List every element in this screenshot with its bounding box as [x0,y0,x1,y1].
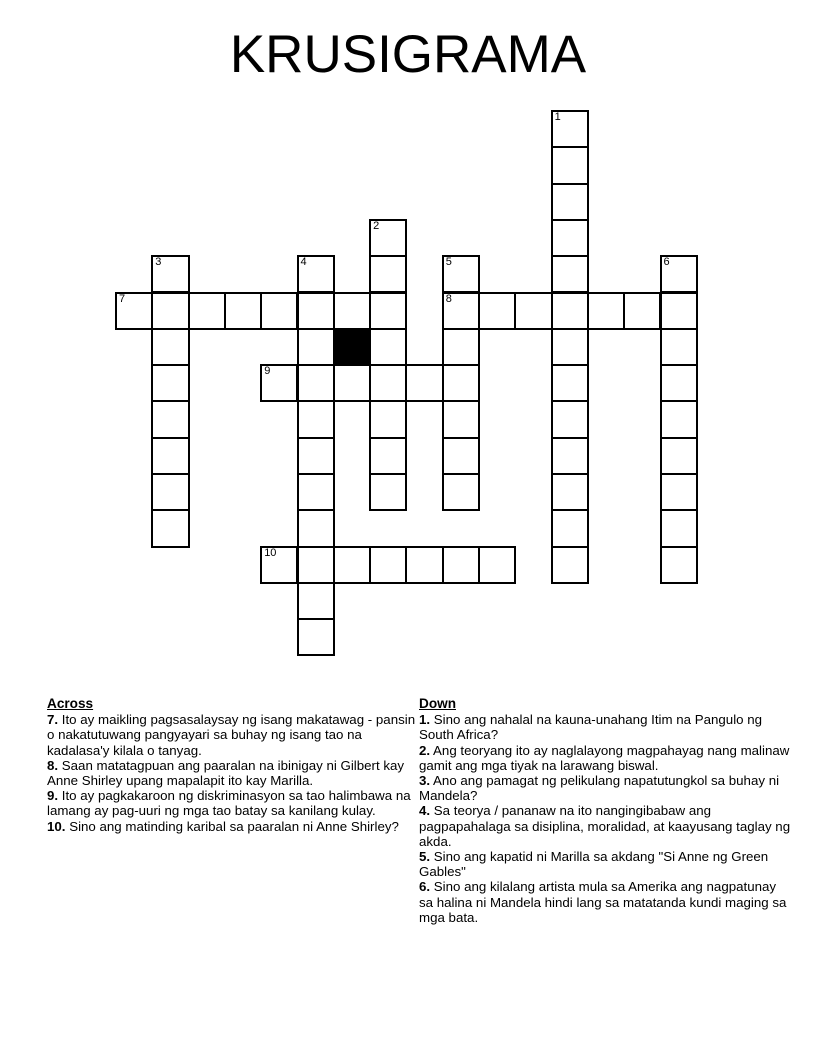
down-clue-4 [419,803,791,849]
crossword-cell[interactable] [297,437,335,475]
crossword-cell[interactable] [660,473,698,511]
cell-number: 7 [119,292,126,305]
crossword-cell[interactable] [660,364,698,402]
crossword-cell[interactable] [405,364,443,402]
crossword-cell[interactable] [297,582,335,620]
crossword-cell[interactable] [151,473,189,511]
clue-text: Ang teoryang ito ay naglalayong magpahayag nang malinaw gamit ang mga tiyak na larawang biswal. [419,742,790,773]
crossword-cell[interactable] [369,473,407,511]
cell-number: 5 [445,256,452,269]
cell-number: 10 [264,546,277,559]
crossword-cell[interactable] [660,509,698,547]
crossword-cell[interactable] [297,328,335,366]
crossword-cell[interactable] [660,255,698,293]
crossword-cell[interactable] [333,364,371,402]
crossword-cell[interactable] [551,146,589,184]
crossword-cell[interactable] [369,400,407,438]
crossword-cell[interactable] [442,546,480,584]
crossword-cell[interactable] [297,546,335,584]
across-clue-7 [47,712,419,758]
crossword-cell[interactable] [151,437,189,475]
clue-text: Sa teorya / pananaw na ito nangingibabaw ang pagpapahalaga sa disiplina, moralidad, at kaayusang taglay ng akda. [419,803,791,849]
crossword-cell[interactable] [297,509,335,547]
crossword-cell[interactable] [551,255,589,293]
crossword-cell[interactable] [297,364,335,402]
cell-number: 3 [155,256,162,269]
clue-text: Sino ang matinding karibal sa paaralan ni Anne Shirley? [65,818,399,834]
clue-text: Sino ang kapatid ni Marilla sa akdang "Si Anne ng Green Gables" [419,849,769,880]
crossword-cell[interactable] [587,292,625,330]
crossword-cell[interactable] [551,183,589,221]
crossword-cell[interactable] [478,292,516,330]
crossword-cell[interactable] [115,292,153,330]
crossword-cell[interactable] [660,328,698,366]
crossword-cell[interactable] [551,400,589,438]
clue-number: 5. [419,849,431,865]
clue-text: Saan matatagpuan ang paaralan na ibinigay ni Gilbert kay Anne Shirley upang mapalapit ito kay Marilla. [47,757,405,789]
crossword-cell[interactable] [188,292,226,330]
clue-number: 1. [419,712,431,728]
down-clue-2 [419,743,791,773]
clue-text: Ito ay pagkakaroon ng diskriminasyon sa tao halimbawa na lamang ay pag-uuri ng mga tao batay sa kanilang kulay. [47,788,411,819]
crossword-cell[interactable] [660,400,698,438]
down-clues-column [419,696,791,925]
crossword-cell[interactable] [297,255,335,293]
down-clue-1 [419,712,791,742]
crossword-cell[interactable] [297,292,335,330]
crossword-cell[interactable] [551,437,589,475]
clue-number: 10. [47,818,66,834]
crossword-cell[interactable] [151,364,189,402]
clue-text: Sino ang nahalal na kauna-unahang Itim na Pangulo ng South Africa? [419,712,763,743]
crossword-cell[interactable] [297,473,335,511]
clue-number: 8. [47,757,59,773]
crossword-cell[interactable] [551,219,589,257]
crossword-cell[interactable] [405,546,443,584]
across-clues-column [47,696,419,834]
page-title: KRUSIGRAMA [229,25,587,84]
across-clue-8 [47,758,419,788]
down-heading: Down [419,696,456,711]
crossword-cell[interactable] [151,328,189,366]
crossword-cell[interactable] [442,328,480,366]
crossword-cell[interactable] [442,437,480,475]
crossword-cell[interactable] [260,364,298,402]
crossword-cell[interactable] [151,509,189,547]
down-clue-5 [419,849,791,879]
crossword-cell[interactable] [551,364,589,402]
crossword-cell[interactable] [442,364,480,402]
clue-number: 7. [47,712,59,728]
crossword-cell[interactable] [551,292,589,330]
cell-number: 4 [300,256,307,269]
crossword-cell[interactable] [551,546,589,584]
clue-text: Ito ay maikling pagsasalaysay ng isang makatawag - pansin o nakatutuwang pangyayari sa buhay ng isang tao na kadalasa'y kilala o tanyag. [47,712,416,758]
crossword-cell[interactable] [660,292,698,330]
crossword-cell[interactable] [260,292,298,330]
clue-number: 6. [419,879,431,895]
across-heading: Across [47,696,94,711]
across-clue-9 [47,788,419,818]
cell-number: 8 [445,292,452,305]
crossword-cell[interactable] [623,292,661,330]
across-clue-list [47,712,419,834]
cell-number: 9 [264,365,271,378]
crossword-cell[interactable] [660,437,698,475]
crossword-cell[interactable] [369,292,407,330]
crossword-cell[interactable] [369,437,407,475]
crossword-cell[interactable] [478,546,516,584]
cell-number: 1 [554,111,561,123]
clue-number: 9. [47,788,59,804]
crossword-cell[interactable] [551,110,589,148]
crossword-cell[interactable] [151,400,189,438]
crossword-cell[interactable] [333,292,371,330]
crossword-cell[interactable] [369,546,407,584]
crossword-cell[interactable] [442,400,480,438]
clue-number: 3. [419,773,431,789]
cell-number: 6 [663,256,670,269]
crossword-cell[interactable] [551,509,589,547]
crossword-cell[interactable] [224,292,262,330]
crossword-cell[interactable] [442,473,480,511]
down-clue-list [419,712,791,925]
crossword-cell[interactable] [442,292,480,330]
crossword-cell[interactable] [369,328,407,366]
crossword-cell[interactable] [151,292,189,330]
crossword-cell[interactable] [260,546,298,584]
clue-number: 4. [419,803,431,819]
cell-number: 2 [373,219,380,232]
down-clue-6 [419,879,791,925]
clue-number: 2. [419,742,431,758]
crossword-cell[interactable] [514,292,552,330]
crossword-cell[interactable] [369,364,407,402]
crossword-cell[interactable] [151,255,189,293]
down-clue-3 [419,773,791,803]
clues-section [0,696,816,925]
crossword-cell[interactable] [551,328,589,366]
across-clue-10 [47,819,419,834]
crossword-cell[interactable] [369,219,407,257]
crossword-cell[interactable] [333,546,371,584]
crossword-cell[interactable] [297,400,335,438]
crossword-cell[interactable] [297,618,335,656]
crossword-cell[interactable] [551,473,589,511]
crossword-cell[interactable] [369,255,407,293]
clue-text: Ano ang pamagat ng pelikulang napatutungkol sa buhay ni Mandela? [419,773,780,804]
crossword-block-cell [333,328,371,366]
crossword-cell[interactable] [660,546,698,584]
crossword-cell[interactable] [442,255,480,293]
clue-text: Sino ang kilalang artista mula sa Amerika ang nagpatunay sa halina ni Mandela hindi lang sa matatanda kundi maging sa mga bata. [419,879,787,925]
